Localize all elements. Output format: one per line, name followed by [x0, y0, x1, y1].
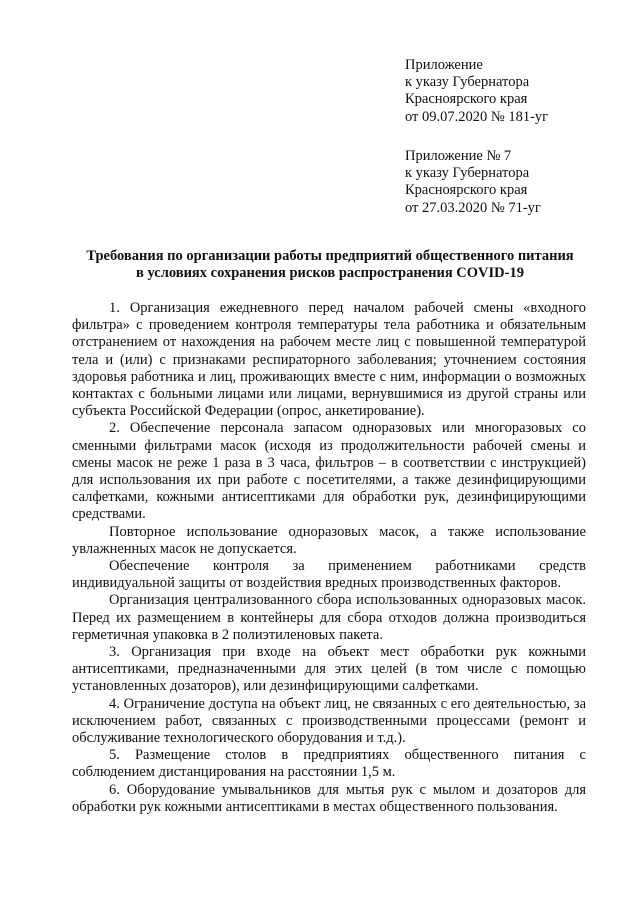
appendix-line: от 09.07.2020 № 181-уг: [405, 108, 549, 125]
paragraph-2-ppe-control: Обеспечение контроля за применением работниками средств индивидуальной защиты от воздействия вредных производственных факторов.: [72, 558, 586, 592]
appendix-line: Приложение № 7: [405, 148, 512, 164]
appendix-header-original: [405, 148, 541, 217]
paragraph-2-mask-collection: Организация централизованного сбора использованных одноразовых масок. Перед их размещением в контейнеры для сбора отходов должна производиться герметичная упаковка в 2 полиэтиленовых пакета.: [72, 592, 586, 643]
appendix-line: Красноярского края: [405, 91, 528, 108]
appendix-line: к указу Губернатора: [405, 165, 530, 182]
paragraph-2-masks-reuse: Повторное использование одноразовых масок, а также использование увлажненных масок не допускается.: [72, 523, 586, 557]
paragraph-5: 5. Размещение столов в предприятиях общественного питания с соблюдением дистанцирования на расстоянии 1,5 м.: [72, 747, 586, 781]
title-line: Требования по организации работы предприятий общественного питания: [86, 248, 574, 264]
appendix-line: от 27.03.2020 № 71-уг: [405, 199, 541, 216]
document-title: [60, 248, 600, 282]
paragraph-6: 6. Оборудование умывальников для мытья рук с мылом и дозаторов для обработки рук кожными антисептиками в местах общественного пользования.: [72, 781, 586, 815]
title-line: в условиях сохранения рисков распространения COVID-19: [136, 265, 524, 282]
appendix-line: к указу Губернатора: [405, 74, 530, 91]
paragraph-3: 3. Организация при входе на объект мест обработки рук кожными антисептиками, предназначенными для этих целей (в том числе с помощью установленных дозаторов), или дезинфицирующими салфетками.: [72, 644, 586, 695]
paragraph-2: 2. Обеспечение персонала запасом одноразовых или многоразовых со сменными фильтрами масок (исходя из продолжительности рабочей смены и смены масок не реже 1 раза в 3 часа, фильтров – в соответствии с инструкцией) для использования их при работе с посетителями, а также дезинфицирующими салфетками, кожными антисептиками для обработки рук, дезинфицирующими средствами.: [72, 420, 586, 523]
appendix-header-current: [405, 57, 548, 126]
paragraph-1: 1. Организация ежедневного перед началом рабочей смены «входного фильтра» с проведением контроля температуры тела работника и обязательным отстранением от нахождения на рабочем месте лиц с повышенной температурой тела и (или) с признаками респираторного заболевания; уточнением состояния здоровья работника и лиц, проживающих вместе с ним, информации о возможных контактах с больными лицами или лицами, вернувшимися из другой страны или субъекта Российской Федерации (опрос, анкетирование).: [72, 300, 586, 420]
document-body: [72, 300, 586, 816]
paragraph-4: 4. Ограничение доступа на объект лиц, не связанных с его деятельностью, за исключением работ, связанных с производственными процессами (ремонт и обслуживание технологического оборудования и т.д.).: [72, 695, 586, 747]
appendix-line: Красноярского края: [405, 182, 528, 199]
appendix-line: Приложение: [405, 57, 483, 73]
